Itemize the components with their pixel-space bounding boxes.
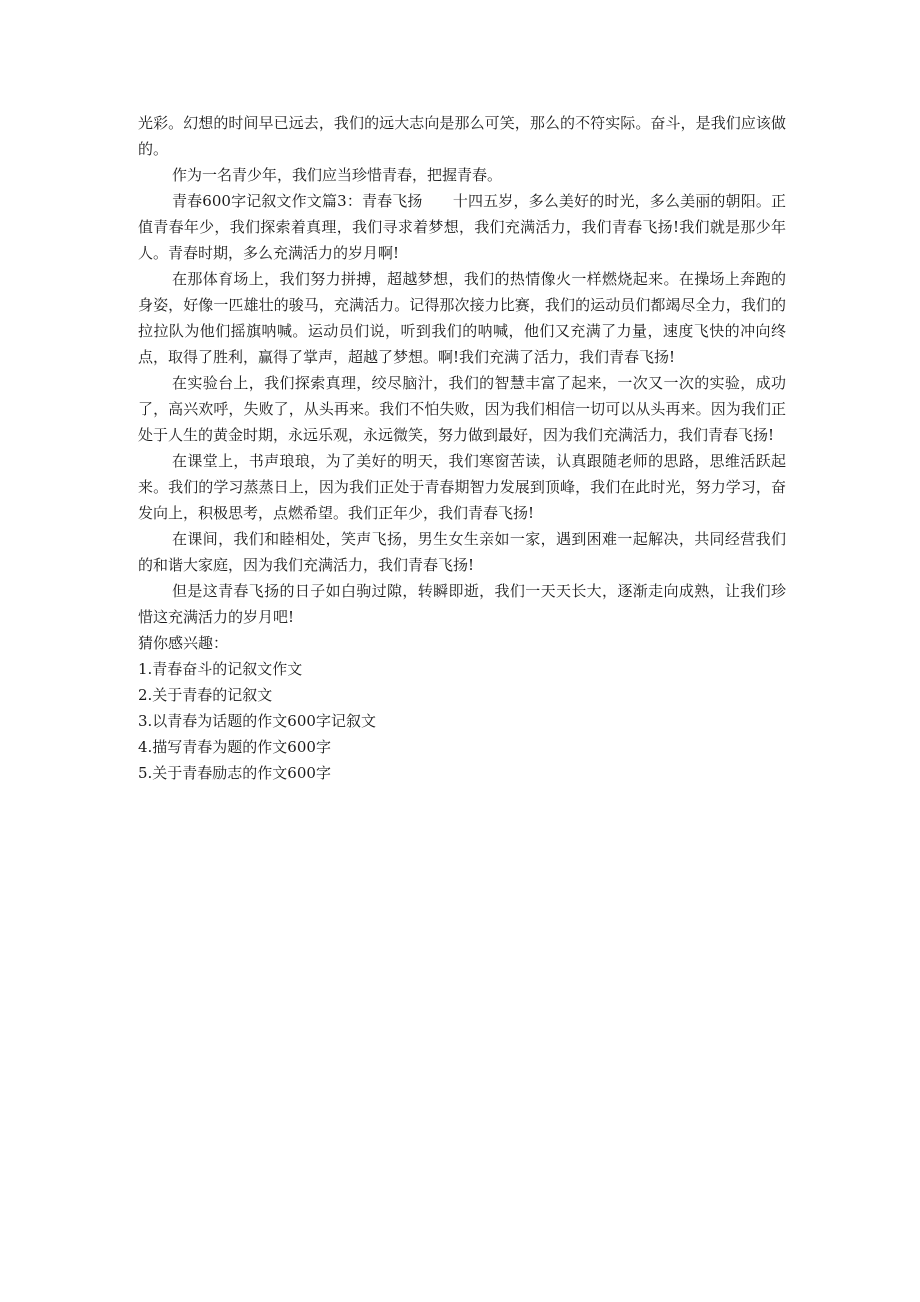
interest-heading: 猜你感兴趣： [138, 634, 229, 652]
paragraph: 在课堂上，书声琅琅，为了美好的明天，我们寒窗苦读，认真跟随老师的思路，思维活跃起来。我们的学习蒸蒸日上，因为我们正处于青春期智力发展到顶峰，我们在此时光，努力学习，奋发向上，积极思考，点燃希望。我们正年少，我们青春飞扬! [138, 452, 786, 522]
paragraph: 在那体育场上，我们努力拼搏，超越梦想，我们的热情像火一样燃烧起来。在操场上奔跑的身姿，好像一匹雄壮的骏马，充满活力。记得那次接力比赛，我们的运动员们都竭尽全力，我们的拉拉队为他们摇旗呐喊。运动员们说，听到我们的呐喊，他们又充满了力量，速度飞快的冲向终点，取得了胜利，赢得了掌声，超越了梦想。啊!我们充满了活力，我们青春飞扬! [138, 270, 786, 366]
paragraph: 在课间，我们和睦相处，笑声飞扬，男生女生亲如一家，遇到困难一起解决，共同经营我们的和谐大家庭，因为我们充满活力，我们青春飞扬! [138, 530, 786, 574]
paragraph-continued: 光彩。幻想的时间早已远去，我们的远大志向是那么可笑，那么的不符实际。奋斗，是我们应该做的。 [138, 114, 786, 158]
related-article-link[interactable]: 2.关于青春的记叙文 [138, 686, 273, 704]
related-articles-list [138, 656, 786, 786]
list-item [138, 682, 786, 708]
list-item [138, 708, 786, 734]
list-item [138, 656, 786, 682]
list-item [138, 760, 786, 786]
paragraph: 作为一名青少年，我们应当珍惜青春，把握青春。 [172, 166, 503, 184]
paragraph: 在实验台上，我们探索真理，绞尽脑汁，我们的智慧丰富了起来，一次又一次的实验，成功了，高兴欢呼，失败了，从头再来。我们不怕失败，因为我们相信一切可以从头再来。因为我们正处于人生的黄金时期，永远乐观，永远微笑，努力做到最好，因为我们充满活力，我们青春飞扬! [138, 374, 786, 444]
related-article-link[interactable]: 5.关于青春励志的作文600字 [138, 764, 331, 782]
related-article-link[interactable]: 3.以青春为话题的作文600字记叙文 [138, 712, 376, 730]
related-article-link[interactable]: 1.青春奋斗的记叙文作文 [138, 660, 303, 678]
list-item [138, 734, 786, 760]
document-page [138, 110, 786, 786]
paragraph: 但是这青春飞扬的日子如白驹过隙，转瞬即逝，我们一天天长大，逐渐走向成熟，让我们珍惜这充满活力的岁月吧! [138, 582, 786, 626]
paragraph-section-heading: 青春600字记叙文作文篇3：青春飞扬 十四五岁，多么美好的时光，多么美丽的朝阳。正值青春年少，我们探索着真理，我们寻求着梦想，我们充满活力，我们青春飞扬!我们就是那少年人。青春时期，多么充满活力的岁月啊! [138, 192, 786, 262]
related-article-link[interactable]: 4.描写青春为题的作文600字 [138, 738, 331, 756]
